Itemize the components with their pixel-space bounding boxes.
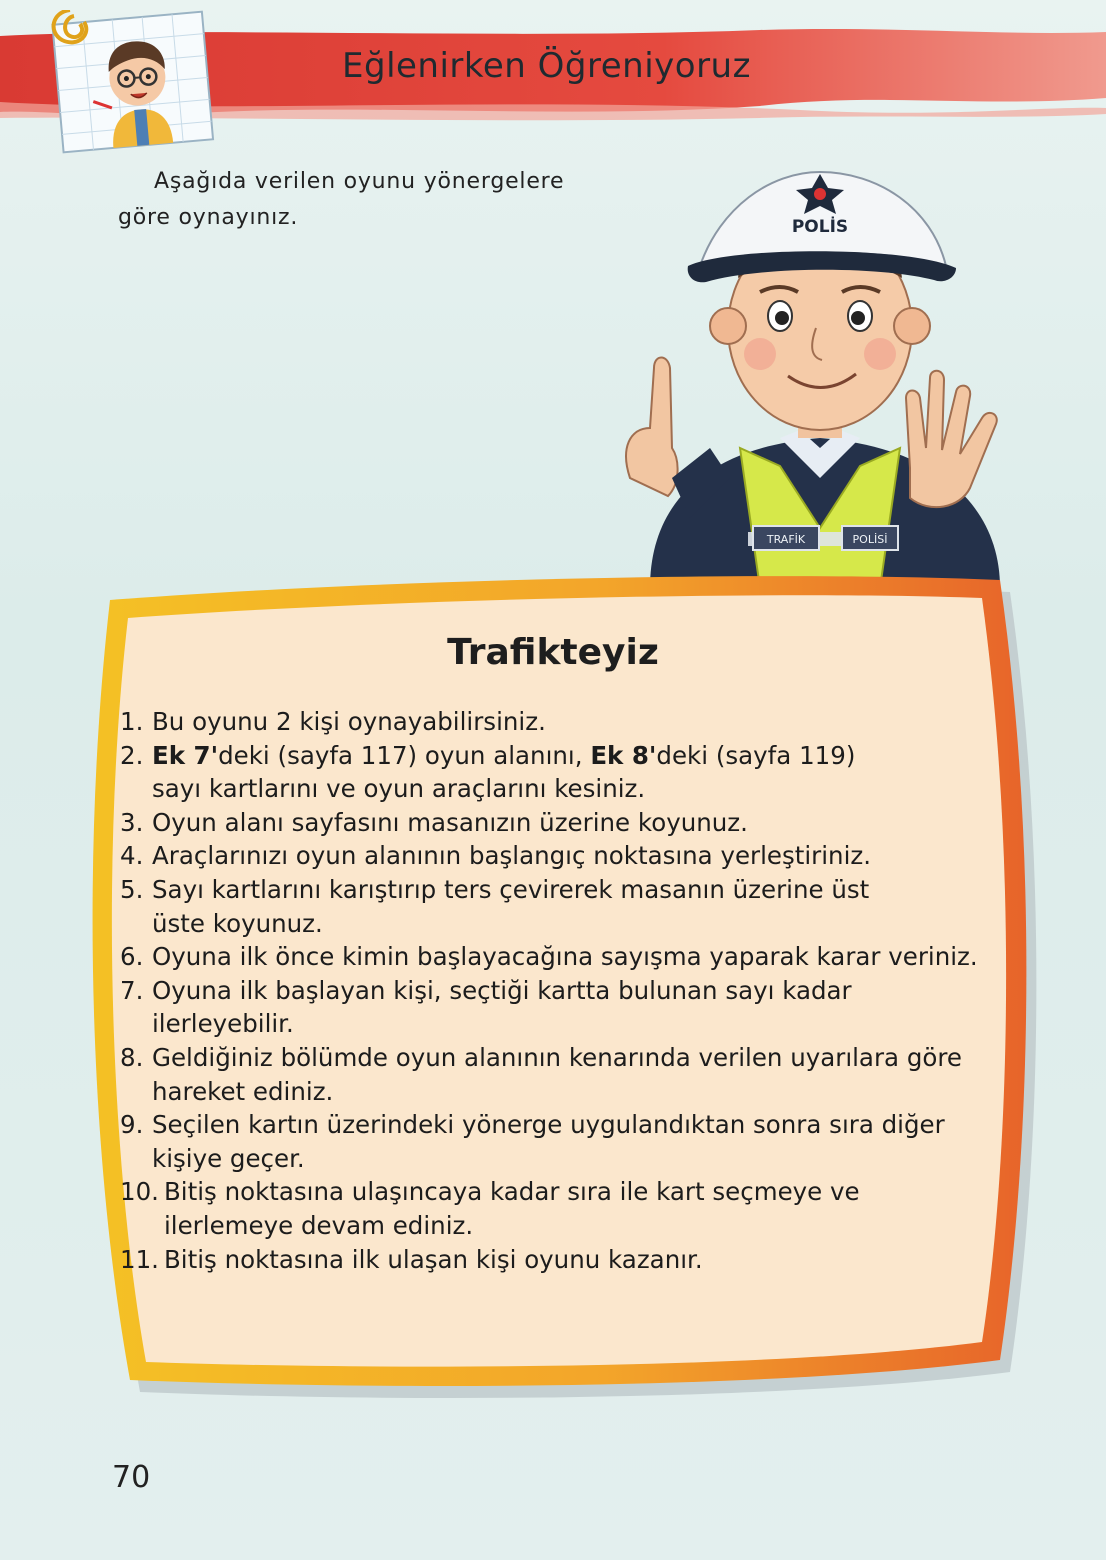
traffic-police-illustration	[610, 148, 1030, 588]
cap-label: POLİS	[791, 217, 849, 237]
instructions-intro	[118, 164, 598, 236]
rule-item: 9. Seçilen kartın üzerindeki yönerge uygulandıktan sonra sıra diğer kişiye geçer.	[120, 1110, 945, 1173]
rule-item: 10. Bitiş noktasına ulaşıncaya kadar sıra ile kart seçmeye ve ilerlemeye devam ediniz.	[120, 1177, 860, 1240]
rule-item: 7. Oyuna ilk başlayan kişi, seçtiği kartta bulunan sayı kadar ilerleyebilir.	[120, 975, 852, 1039]
rule-item: 2. Ek 7'deki (sayfa 117) oyun alanını, Ek 8'deki (sayfa 119) sayı kartlarını ve oyun araçlarını kesiniz.	[120, 740, 856, 804]
rule-item: 5. Sayı kartlarını karıştırıp ters çevirerek masanın üzerine üst üste koyunuz.	[120, 874, 870, 938]
rule-item: 3. Oyun alanı sayfasını masanızın üzerine koyunuz.	[120, 807, 748, 837]
rule-item: 6. Oyuna ilk önce kimin başlayacağına sayışma yaparak karar veriniz.	[120, 942, 978, 972]
vest-left-label: TRAFİK	[766, 533, 806, 546]
rule-item: 8. Geldiğiniz bölümde oyun alanının kenarında verilen uyarılara göre hareket ediniz.	[120, 1042, 962, 1106]
intro-line-2: göre oynayınız.	[118, 205, 299, 230]
boy-avatar-card	[48, 10, 218, 155]
header-title: Eğlenirken Öğreniyoruz	[342, 46, 751, 86]
rule-item: 1. Bu oyunu 2 kişi oynayabilirsiniz.	[120, 707, 546, 736]
rules-list	[120, 705, 1020, 1276]
rule-item: 11. Bitiş noktasına ilk ulaşan kişi oyunu kazanır.	[120, 1244, 703, 1274]
vest-right-label: POLİSİ	[852, 533, 888, 546]
page-number: 70	[112, 1460, 151, 1495]
card-title: Trafikteyiz	[447, 632, 659, 673]
intro-line-1: Aşağıda verilen oyunu yönergelere	[154, 169, 565, 194]
rule-item: 4. Araçlarınızı oyun alanının başlangıç noktasına yerleştiriniz.	[120, 841, 872, 871]
